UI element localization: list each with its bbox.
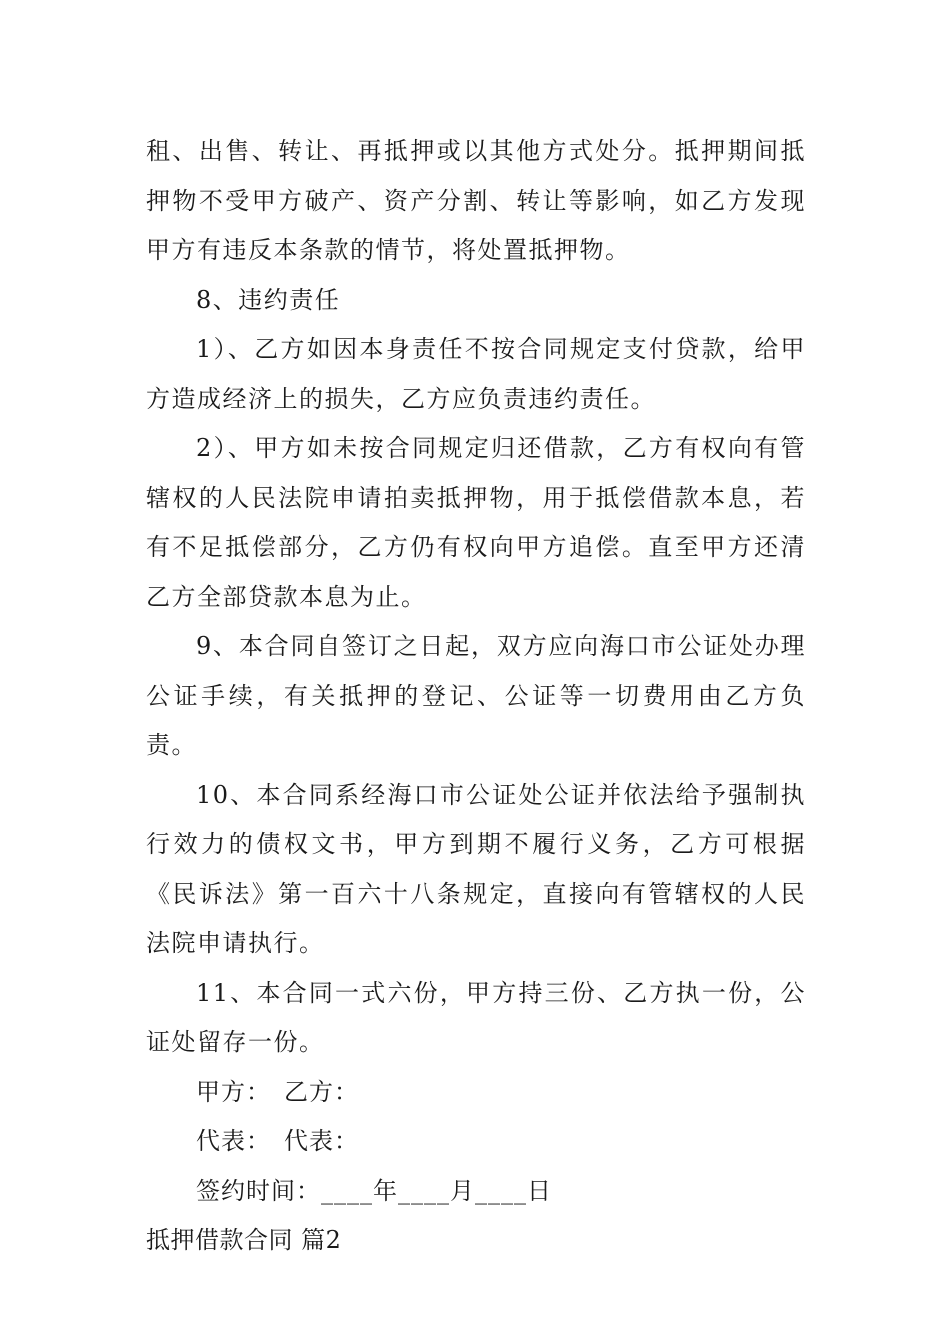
paragraph-breach-item-1: 1）、乙方如因本身责任不按合同规定支付贷款，给甲方造成经济上的损失，乙方应负责违约责任。 xyxy=(146,335,806,413)
signature-date-line: 签约时间：____年____月____日 xyxy=(196,1176,552,1205)
paragraph-clause-10: 10、本合同系经海口市公证处公证并依法给予强制执行效力的债权文书，甲方到期不履行义务，乙方可根据《民诉法》第一百六十八条规定，直接向有管辖权的人民法院申请执行。 xyxy=(146,780,806,957)
paragraph-clause-9: 9、本合同自签订之日起，双方应向海口市公证处办理公证手续，有关抵押的登记、公证等一切费用由乙方负责。 xyxy=(146,632,806,759)
signature-representatives-line: 代表： 代表： xyxy=(196,1127,359,1155)
paragraph-breach-item-2: 2）、甲方如未按合同规定归还借款，乙方有权向有管辖权的人民法院申请拍卖抵押物，用于抵偿借款本息，若有不足抵偿部分，乙方仍有权向甲方追偿。直至甲方还清乙方全部贷款本息为止。 xyxy=(146,434,806,611)
contract-body xyxy=(146,127,806,1266)
paragraph-disposal-clause: 租、出售、转让、再抵押或以其他方式处分。抵押期间抵押物不受甲方破产、资产分割、转让等影响，如乙方发现甲方有违反本条款的情节，将处置抵押物。 xyxy=(146,137,806,264)
signature-parties-line: 甲方： 乙方： xyxy=(196,1077,359,1106)
paragraph-breach-heading: 8、违约责任 xyxy=(196,285,341,314)
paragraph-clause-11: 11、本合同一式六份，甲方持三份、乙方执一份，公证处留存一份。 xyxy=(146,978,806,1056)
next-section-heading: 抵押借款合同 篇2 xyxy=(146,1226,342,1254)
